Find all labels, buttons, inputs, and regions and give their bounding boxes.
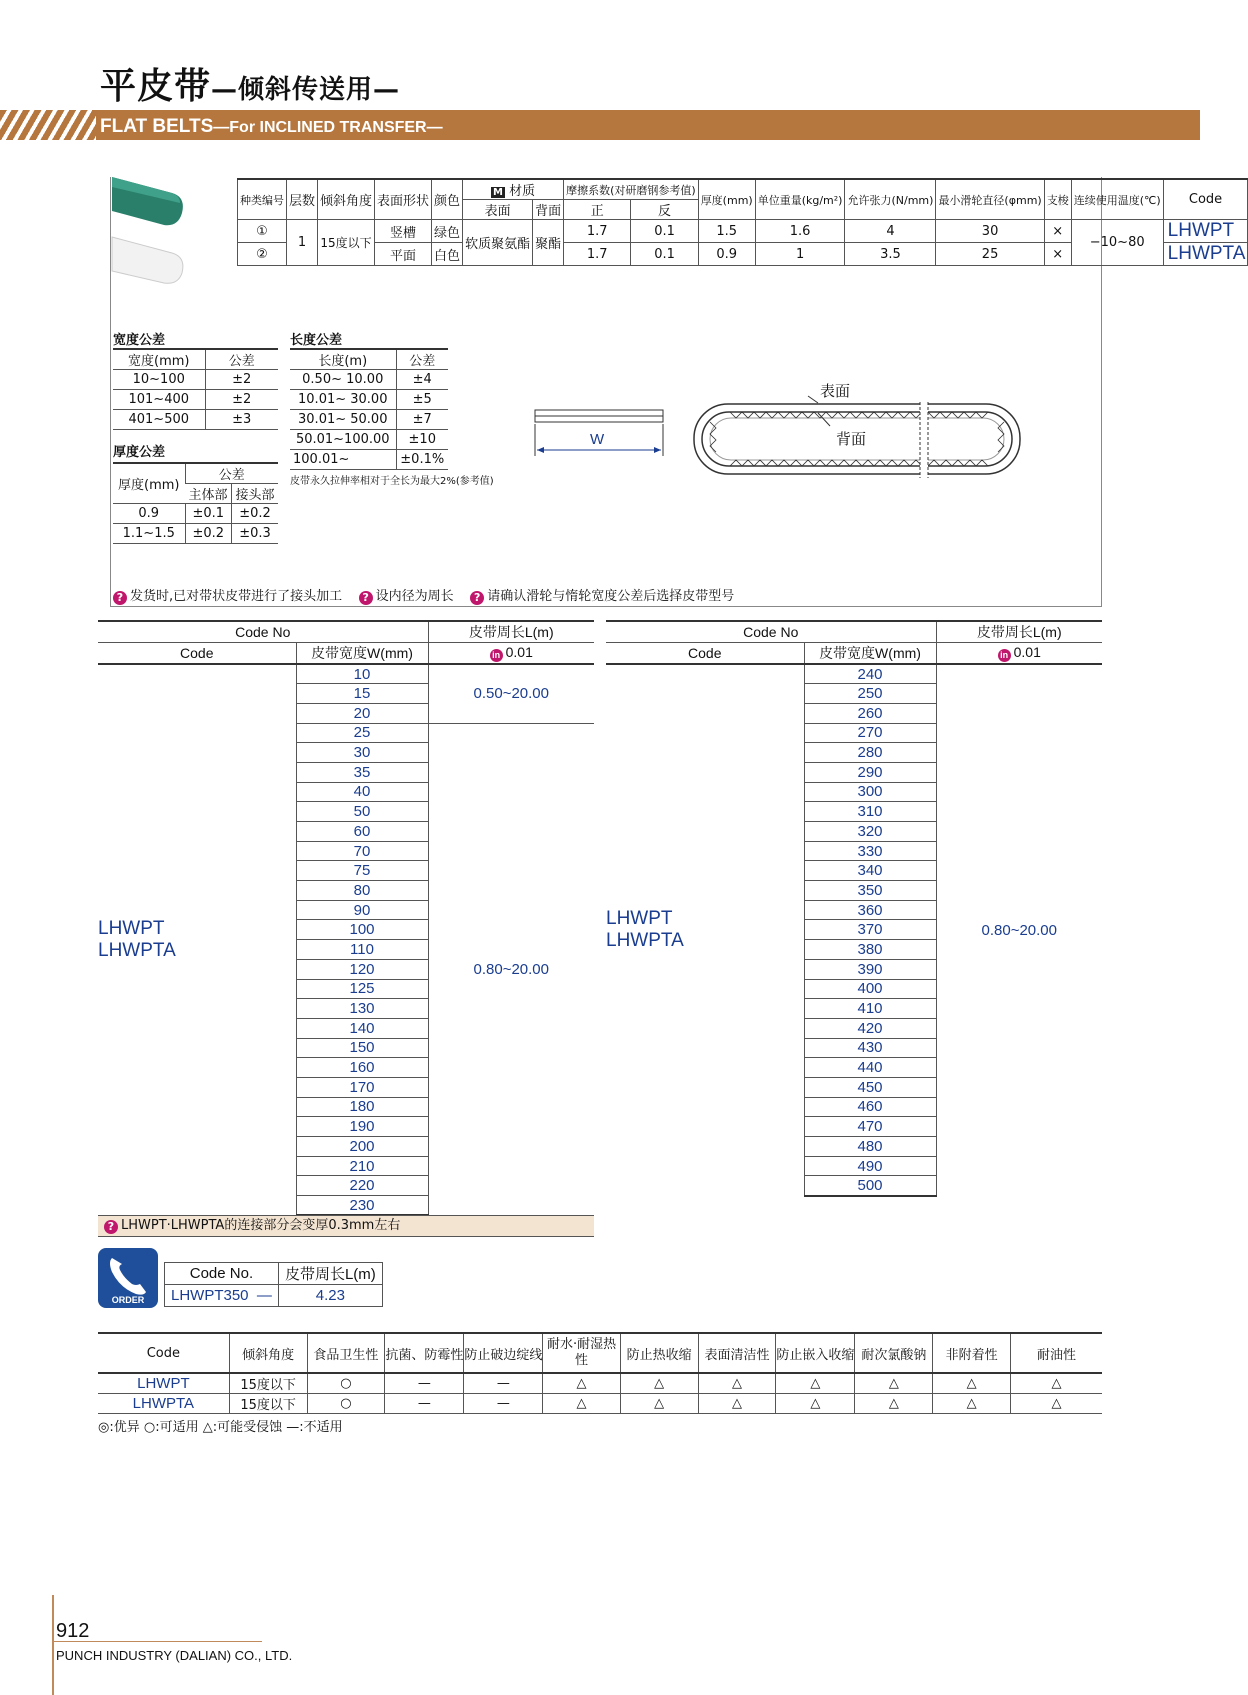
notes <box>113 585 734 605</box>
property-value: △ <box>776 1373 855 1394</box>
tol-value: ±0.2 <box>232 504 279 524</box>
h-step: 0.01 <box>505 644 533 660</box>
note-icon: ? <box>470 591 484 605</box>
length-tol-title: 长度公差 <box>290 333 343 348</box>
thick-tol-table <box>113 462 278 544</box>
h-mat-back: 背面 <box>535 204 562 219</box>
width-value: 410 <box>804 999 936 1019</box>
width-value: 75 <box>296 861 428 881</box>
tol-value: ±0.3 <box>232 524 279 544</box>
property-header: 防止嵌入收缩 <box>776 1333 855 1373</box>
width-value: 150 <box>296 1038 428 1058</box>
width-value: 270 <box>804 723 936 743</box>
spec-no: ① <box>238 220 287 243</box>
table-row <box>98 1373 1102 1394</box>
width-value: 320 <box>804 822 936 842</box>
spec-tension: 3.5 <box>845 243 936 266</box>
order-code: LHWPT350 <box>171 1287 249 1304</box>
note-3: 请确认滑轮与惰轮宽度公差后选择皮带型号 <box>487 589 735 604</box>
property-value: — <box>385 1373 464 1394</box>
surface-label: 表面 <box>820 382 851 400</box>
h-pulley: 最小滑轮直径(φmm) <box>938 193 1042 207</box>
tol-range: 101~400 <box>113 390 205 410</box>
property-code: LHWPTA <box>98 1394 229 1414</box>
width-value: 70 <box>296 841 428 861</box>
tol-value: ±0.1% <box>396 450 448 470</box>
width-value: 390 <box>804 959 936 979</box>
property-value: — <box>385 1394 464 1414</box>
title-main: 平皮带 <box>100 66 212 107</box>
tol-value: ±2 <box>205 390 278 410</box>
width-value: 170 <box>296 1077 428 1097</box>
length-tol-note: 皮带永久拉伸率相对于全长为最大2%(参考值) <box>290 476 494 487</box>
h-tol: 公差 <box>185 463 278 484</box>
property-header: Code <box>98 1333 229 1373</box>
width-value: 290 <box>804 762 936 782</box>
band-stripes <box>0 110 96 140</box>
property-header: 抗菌、防霉性 <box>385 1333 464 1373</box>
width-tol-table <box>113 348 278 430</box>
belt-sample-image <box>110 175 190 285</box>
property-value: △ <box>933 1373 1011 1394</box>
width-value: 200 <box>296 1137 428 1157</box>
h-tension: 允许张力(N/mm) <box>847 193 934 207</box>
spec-fr-back: 0.1 <box>631 220 698 243</box>
note-2: 设内径为周长 <box>375 589 454 604</box>
property-value: △ <box>543 1373 620 1394</box>
code-cell <box>98 664 296 1215</box>
h-code: Code <box>606 643 804 665</box>
h-codeno: Code No <box>98 621 428 643</box>
code-value: LHWPT <box>98 918 165 940</box>
h-temp: 连续使用温度(℃) <box>1073 193 1161 207</box>
table-row <box>606 664 1102 684</box>
width-value: 125 <box>296 979 428 999</box>
h-weight: 单位重量(kg/m²) <box>757 193 843 207</box>
width-value: 35 <box>296 762 428 782</box>
property-value: △ <box>620 1373 698 1394</box>
length-range: 0.80~20.00 <box>473 960 549 978</box>
property-value: ○ <box>307 1394 385 1414</box>
h-fr-front: 正 <box>590 204 604 219</box>
code-cell <box>606 664 804 1196</box>
table-row <box>98 664 594 684</box>
property-header: 倾斜角度 <box>229 1333 307 1373</box>
width-value: 340 <box>804 861 936 881</box>
property-table <box>98 1332 1102 1414</box>
property-header: 耐次氯酸钠 <box>855 1333 933 1373</box>
width-value: 25 <box>296 723 428 743</box>
width-value: 420 <box>804 1018 936 1038</box>
width-value: 160 <box>296 1058 428 1078</box>
width-diagram <box>530 400 670 460</box>
property-value: △ <box>698 1373 776 1394</box>
property-value: — <box>464 1394 543 1414</box>
width-value: 280 <box>804 743 936 763</box>
property-header: 表面清洁性 <box>698 1333 776 1373</box>
spec-code: LHWPT <box>1163 220 1248 243</box>
property-value: △ <box>855 1394 933 1414</box>
width-value: 20 <box>296 703 428 723</box>
spec-mat-surface: 软质聚氨酯 <box>463 220 533 266</box>
page-number: 912 <box>56 1620 90 1642</box>
h-color: 颜色 <box>434 194 461 209</box>
width-value: 430 <box>804 1038 936 1058</box>
tol-value: ±3 <box>205 410 278 430</box>
code-value: LHWPT <box>606 908 673 930</box>
band-main: FLAT BELTS <box>100 116 214 137</box>
spec-temp: −10~80 <box>1071 220 1163 266</box>
h-width: 皮带宽度W(mm) <box>804 643 936 665</box>
width-value: 190 <box>296 1117 428 1137</box>
code-note-text: LHWPT·LHWPTA的连接部分会变厚0.3mm左右 <box>121 1218 401 1233</box>
band-title <box>100 116 443 138</box>
width-value: 40 <box>296 782 428 802</box>
band-sub: —For INCLINED TRANSFER— <box>213 119 443 136</box>
spec-thickness: 1.5 <box>698 220 755 243</box>
footer-line <box>52 1595 54 1695</box>
width-value: 10 <box>296 664 428 684</box>
width-value: 400 <box>804 979 936 999</box>
spec-surface: 竖槽 <box>375 220 432 243</box>
tol-range: 1.1~1.5 <box>113 524 185 544</box>
code-value: LHWPTA <box>98 940 176 962</box>
width-value: 370 <box>804 920 936 940</box>
tol-value: ±5 <box>396 390 448 410</box>
width-value: 380 <box>804 940 936 960</box>
width-value: 240 <box>804 664 936 684</box>
width-value: 440 <box>804 1058 936 1078</box>
width-value: 220 <box>296 1176 428 1196</box>
tol-range: 0.50~ 10.00 <box>290 370 396 390</box>
property-header: 耐油性 <box>1011 1333 1103 1373</box>
tol-range: 401~500 <box>113 410 205 430</box>
property-header: 非附着性 <box>933 1333 1011 1373</box>
h-width: 宽度(mm) <box>113 349 205 370</box>
back-label: 背面 <box>836 430 867 448</box>
spec-row <box>238 220 1248 243</box>
tol-value: ±2 <box>205 370 278 390</box>
tol-value: ±7 <box>396 410 448 430</box>
code-list-right <box>606 620 1102 1197</box>
spec-table <box>237 178 1248 266</box>
order-icon <box>98 1248 158 1308</box>
h-type: 种类编号 <box>240 193 284 207</box>
tol-range: 10.01~ 30.00 <box>290 390 396 410</box>
spec-fr-front: 1.7 <box>564 243 631 266</box>
spec-pulley: 30 <box>936 220 1044 243</box>
tol-range: 10~100 <box>113 370 205 390</box>
increment-icon: in <box>490 649 503 662</box>
width-value: 360 <box>804 900 936 920</box>
h-thickness: 厚度(mm) <box>113 463 185 504</box>
order-label: ORDER <box>111 1295 145 1305</box>
spec-edge: × <box>1044 243 1071 266</box>
spec-fr-front: 1.7 <box>564 220 631 243</box>
spec-mat-back: 聚酯 <box>533 220 564 266</box>
width-value: 470 <box>804 1117 936 1137</box>
property-value: 15度以下 <box>229 1373 307 1394</box>
h-friction: 摩擦系数(对研磨钢参考值) <box>566 183 696 197</box>
h-order-length: 皮带周长L(m) <box>278 1263 382 1285</box>
h-edge: 支梭 <box>1046 193 1069 207</box>
tol-value: ±0.2 <box>185 524 232 544</box>
note-icon: ? <box>359 591 373 605</box>
h-angle: 倾斜角度 <box>320 194 373 209</box>
width-value: 15 <box>296 684 428 704</box>
h-material: 材质 <box>509 184 536 199</box>
spec-color: 白色 <box>432 243 463 266</box>
tol-range: 0.9 <box>113 504 185 524</box>
width-value: 350 <box>804 881 936 901</box>
h-mat-surface: 表面 <box>484 204 511 219</box>
tol-value: ±0.1 <box>185 504 232 524</box>
spec-color: 绿色 <box>432 220 463 243</box>
material-icon: M <box>493 187 503 198</box>
width-tol-title: 宽度公差 <box>113 333 166 348</box>
width-value: 30 <box>296 743 428 763</box>
property-value: ○ <box>307 1373 385 1394</box>
white-belt-shape <box>112 237 183 283</box>
property-value: △ <box>698 1394 776 1414</box>
width-value: 480 <box>804 1137 936 1157</box>
order-dash: — <box>256 1287 272 1304</box>
page-title <box>100 58 400 109</box>
h-width: 皮带宽度W(mm) <box>296 643 428 665</box>
property-value: — <box>464 1373 543 1394</box>
property-value: △ <box>1011 1373 1103 1394</box>
width-value: 140 <box>296 1018 428 1038</box>
h-tol: 公差 <box>396 349 448 370</box>
note-1: 发货时,已对带状皮带进行了接头加工 <box>130 589 343 604</box>
width-value: 80 <box>296 881 428 901</box>
code-list-left <box>98 620 594 1216</box>
h-length: 长度(m) <box>290 349 396 370</box>
h-code: Code <box>1188 192 1223 207</box>
code-list-note <box>98 1215 594 1237</box>
width-value: 500 <box>804 1176 936 1196</box>
width-value: 490 <box>804 1156 936 1176</box>
spec-code: LHWPTA <box>1163 243 1248 266</box>
spec-no: ② <box>238 243 287 266</box>
h-code: Code <box>98 643 296 665</box>
h-tol: 公差 <box>205 349 278 370</box>
title-sub: —倾斜传送用— <box>211 75 401 105</box>
property-value: △ <box>1011 1394 1103 1414</box>
tol-value: ±4 <box>396 370 448 390</box>
spec-thickness: 0.9 <box>698 243 755 266</box>
width-value: 180 <box>296 1097 428 1117</box>
spec-layers: 1 <box>287 220 318 266</box>
h-joint: 接头部 <box>232 484 279 504</box>
width-value: 260 <box>804 703 936 723</box>
width-value: 60 <box>296 822 428 842</box>
thick-tol-title: 厚度公差 <box>113 445 166 460</box>
property-header: 食品卫生性 <box>307 1333 385 1373</box>
h-fr-back: 反 <box>658 204 672 219</box>
order-length: 4.23 <box>278 1285 382 1307</box>
spec-edge: × <box>1044 220 1071 243</box>
width-value: 310 <box>804 802 936 822</box>
width-value: 130 <box>296 999 428 1019</box>
h-length: 皮带周长L(m) <box>936 621 1102 643</box>
width-value: 120 <box>296 959 428 979</box>
width-label: W <box>590 431 605 448</box>
h-step: 0.01 <box>1013 644 1041 660</box>
property-code: LHWPT <box>98 1373 229 1394</box>
property-value: △ <box>543 1394 620 1414</box>
property-value: △ <box>620 1394 698 1414</box>
h-main: 主体部 <box>185 484 232 504</box>
property-value: △ <box>933 1394 1011 1414</box>
property-header: 防止热收缩 <box>620 1333 698 1373</box>
width-value: 50 <box>296 802 428 822</box>
property-value: △ <box>855 1373 933 1394</box>
spec-tension: 4 <box>845 220 936 243</box>
company-name: PUNCH INDUSTRY (DALIAN) CO., LTD. <box>56 1648 293 1663</box>
h-codeno: Code No <box>606 621 936 643</box>
width-value: 210 <box>296 1156 428 1176</box>
table-row <box>98 1394 1102 1414</box>
property-value: 15度以下 <box>229 1394 307 1414</box>
width-value: 300 <box>804 782 936 802</box>
property-header: 防止破边绽线 <box>464 1333 543 1373</box>
h-length: 皮带周长L(m) <box>428 621 594 643</box>
tol-range: 30.01~ 50.00 <box>290 410 396 430</box>
note-icon: ? <box>113 591 127 605</box>
width-value: 330 <box>804 841 936 861</box>
property-header: 耐水·耐湿热性 <box>543 1333 620 1373</box>
spec-surface: 平面 <box>375 243 432 266</box>
increment-icon: in <box>998 649 1011 662</box>
width-value: 250 <box>804 684 936 704</box>
spec-fr-back: 0.1 <box>631 243 698 266</box>
length-range: 0.80~20.00 <box>981 921 1057 939</box>
length-tol-table <box>290 348 448 470</box>
width-value: 110 <box>296 940 428 960</box>
order-table <box>164 1262 383 1307</box>
width-value: 90 <box>296 900 428 920</box>
width-value: 450 <box>804 1077 936 1097</box>
h-order-code: Code No. <box>165 1263 279 1285</box>
tol-value: ±10 <box>396 430 448 450</box>
width-value: 460 <box>804 1097 936 1117</box>
width-value: 230 <box>296 1196 428 1216</box>
property-legend: ◎:优异 ○:可适用 △:可能受侵蚀 —:不适用 <box>98 1420 343 1435</box>
h-surface: 表面形状 <box>377 194 430 209</box>
note-icon: ? <box>104 1220 118 1234</box>
tol-range: 100.01~ <box>290 450 396 470</box>
spec-pulley: 25 <box>936 243 1044 266</box>
spec-weight: 1 <box>755 243 845 266</box>
h-thickness: 厚度(mm) <box>700 193 753 207</box>
code-value: LHWPTA <box>606 930 684 952</box>
width-value: 100 <box>296 920 428 940</box>
h-layers: 层数 <box>289 194 316 209</box>
property-value: △ <box>776 1394 855 1414</box>
spec-angle: 15度以下 <box>318 220 375 266</box>
tol-range: 50.01~100.00 <box>290 430 396 450</box>
length-range: 0.50~20.00 <box>428 664 594 723</box>
spec-weight: 1.6 <box>755 220 845 243</box>
